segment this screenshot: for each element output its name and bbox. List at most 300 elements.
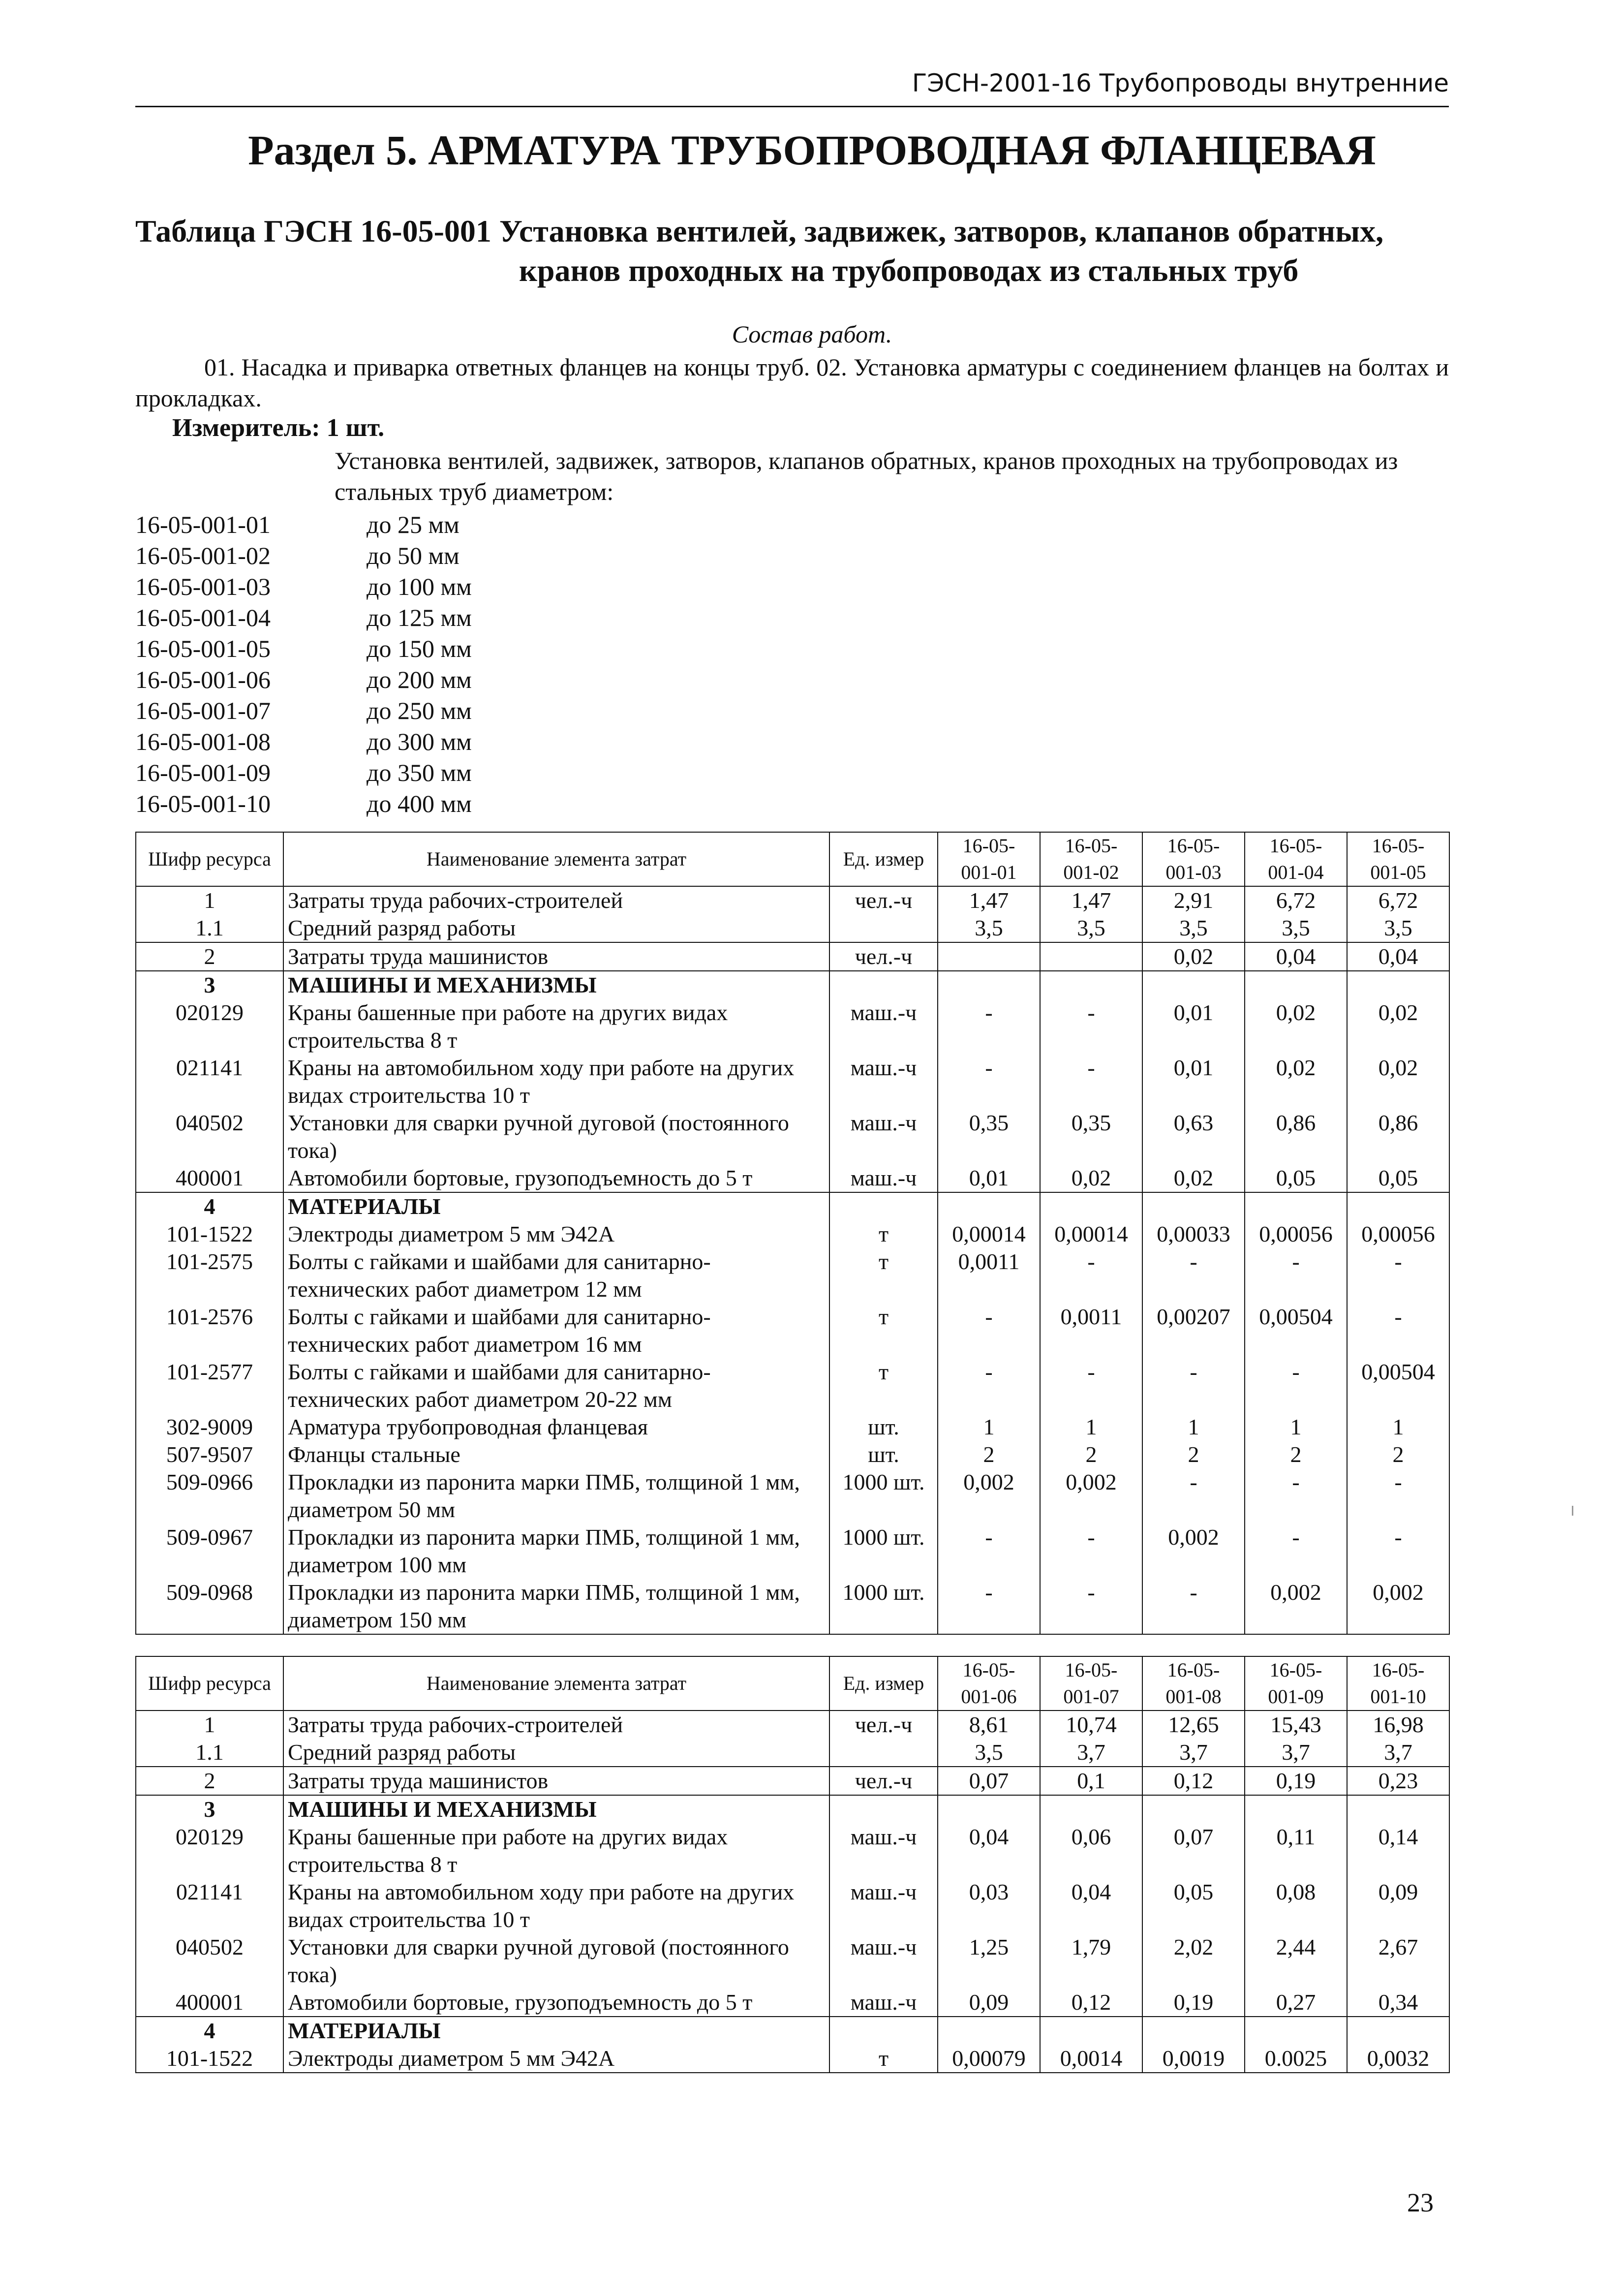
unit: т xyxy=(829,2045,938,2073)
norm-value: 0,0011 xyxy=(1040,1303,1142,1358)
norm-value: 6,72 xyxy=(1245,886,1347,914)
table-row xyxy=(136,1413,1449,1441)
norm-value: 0,01 xyxy=(938,1164,1040,1192)
cost-element-name: МАШИНЫ И МЕХАНИЗМЫ xyxy=(283,1795,829,1823)
norm-value: 0,00014 xyxy=(1040,1220,1142,1248)
norm-value: 0,0019 xyxy=(1142,2045,1245,2073)
norm-value xyxy=(938,971,1040,999)
norm-value: - xyxy=(1245,1468,1347,1524)
work-composition-text: 01. Насадка и приварка ответных фланцев на концы труб. 02. Установка арматуры с соединением фланцев на болтах и прокладках. xyxy=(135,353,1449,412)
norm-value: - xyxy=(1245,1524,1347,1579)
norm-code: 16-05-001-01 xyxy=(135,511,271,538)
norm-value: 0,35 xyxy=(938,1109,1040,1164)
header-norm-code-part-1: 16-05- xyxy=(1372,1659,1425,1681)
cost-element-name: Прокладки из паронита марки ПМБ, толщиной 1 мм, диаметром 100 мм xyxy=(283,1524,829,1579)
unit: маш.-ч xyxy=(829,1823,938,1878)
norm-value: 0,00207 xyxy=(1142,1303,1245,1358)
table-row xyxy=(136,1164,1449,1192)
norm-value: - xyxy=(1040,1524,1142,1579)
header-resource-code: Шифр ресурса xyxy=(136,832,283,886)
table-row xyxy=(136,886,1449,914)
table-row xyxy=(136,1248,1449,1303)
header-norm-code-part-1: 16-05- xyxy=(962,835,1015,857)
unit: шт. xyxy=(829,1413,938,1441)
header-norm-column xyxy=(1040,832,1142,886)
norm-value: 0,00033 xyxy=(1142,1220,1245,1248)
norm-value: - xyxy=(1040,999,1142,1054)
header-norm-code-part-2: 001-06 xyxy=(961,1685,1017,1708)
cost-element-name: МАШИНЫ И МЕХАНИЗМЫ xyxy=(283,971,829,999)
norm-value: 0,09 xyxy=(938,1989,1040,2017)
cost-element-name: Затраты труда машинистов xyxy=(283,1767,829,1795)
resource-code: 1 xyxy=(136,886,283,914)
norm-value: 3,5 xyxy=(1245,914,1347,942)
unit: 1000 шт. xyxy=(829,1524,938,1579)
norm-value: 15,43 xyxy=(1245,1711,1347,1739)
table-row xyxy=(136,1303,1449,1358)
table-header-row xyxy=(136,1656,1449,1711)
table-heading-line-2: кранов проходных на трубопроводах из стальных труб xyxy=(519,253,1299,288)
norm-diameter: до 350 мм xyxy=(367,759,472,786)
norm-value: 0,14 xyxy=(1347,1823,1449,1878)
resource-code: 509-0967 xyxy=(136,1524,283,1579)
norm-value: 0,34 xyxy=(1347,1989,1449,2017)
norm-value: 0,0014 xyxy=(1040,2045,1142,2073)
margin-mark xyxy=(1572,1506,1573,1516)
header-norm-code-part-1: 16-05- xyxy=(1269,835,1322,857)
norm-code-list xyxy=(135,509,472,819)
norm-diameter: до 300 мм xyxy=(367,728,472,755)
unit: т xyxy=(829,1358,938,1413)
cost-element-name: Средний разряд работы xyxy=(283,914,829,942)
norm-value: 0,01 xyxy=(1142,999,1245,1054)
norm-code: 16-05-001-04 xyxy=(135,604,271,631)
resource-code: 101-2576 xyxy=(136,1303,283,1358)
norm-value: 2,67 xyxy=(1347,1933,1449,1989)
norm-value: 0,04 xyxy=(1245,942,1347,971)
unit: маш.-ч xyxy=(829,1109,938,1164)
norm-value xyxy=(1142,2017,1245,2045)
norm-diameter: до 25 мм xyxy=(367,511,460,538)
norm-value: - xyxy=(1142,1358,1245,1413)
cost-element-name: Автомобили бортовые, грузоподъемность до 5 т xyxy=(283,1164,829,1192)
norm-value xyxy=(1347,1795,1449,1823)
norm-value: 0,002 xyxy=(1245,1579,1347,1634)
meter-label: Измеритель: xyxy=(172,414,320,442)
table-row xyxy=(136,1933,1449,1989)
resource-code: 3 xyxy=(136,1795,283,1823)
cost-element-name: Установки для сварки ручной дуговой (постоянного тока) xyxy=(283,1933,829,1989)
norm-value: 2,91 xyxy=(1142,886,1245,914)
norm-value: 0,03 xyxy=(938,1878,1040,1933)
norm-value: 0,0011 xyxy=(938,1248,1040,1303)
header-norm-column xyxy=(1245,832,1347,886)
header-norm-column xyxy=(1245,1656,1347,1711)
header-cost-element: Наименование элемента затрат xyxy=(283,1656,829,1711)
norm-code-row xyxy=(135,695,472,726)
header-norm-code-part-1: 16-05- xyxy=(1065,1659,1118,1681)
cost-element-name: Электроды диаметром 5 мм Э42А xyxy=(283,2045,829,2073)
table-row xyxy=(136,1767,1449,1795)
unit: шт. xyxy=(829,1441,938,1468)
norm-diameter: до 125 мм xyxy=(367,604,472,631)
unit xyxy=(829,2017,938,2045)
norm-value: 0,35 xyxy=(1040,1109,1142,1164)
header-norm-code-part-2: 001-04 xyxy=(1268,861,1324,883)
header-norm-code-part-2: 001-05 xyxy=(1370,861,1426,883)
norm-value xyxy=(1245,971,1347,999)
norm-value: 0,12 xyxy=(1142,1767,1245,1795)
norm-value: 3,7 xyxy=(1347,1739,1449,1767)
resource-code: 1 xyxy=(136,1711,283,1739)
norm-code-row xyxy=(135,571,472,602)
unit: чел.-ч xyxy=(829,1767,938,1795)
resource-code: 1.1 xyxy=(136,1739,283,1767)
header-norm-column xyxy=(1040,1656,1142,1711)
norm-value: 0,05 xyxy=(1347,1164,1449,1192)
header-unit: Ед. измер xyxy=(829,832,938,886)
norm-value: - xyxy=(1347,1468,1449,1524)
cost-element-name: Фланцы стальные xyxy=(283,1441,829,1468)
norm-code: 16-05-001-02 xyxy=(135,542,271,569)
norm-value: - xyxy=(938,1524,1040,1579)
unit: т xyxy=(829,1248,938,1303)
unit: маш.-ч xyxy=(829,999,938,1054)
page-number: 23 xyxy=(1407,2188,1434,2217)
norm-value: 1,79 xyxy=(1040,1933,1142,1989)
norm-value: 1 xyxy=(1040,1413,1142,1441)
norm-value: 0,00056 xyxy=(1347,1220,1449,1248)
norm-value: 0,05 xyxy=(1142,1878,1245,1933)
cost-element-name: Средний разряд работы xyxy=(283,1739,829,1767)
norm-code: 16-05-001-03 xyxy=(135,573,271,600)
norm-value: 2 xyxy=(1245,1441,1347,1468)
norm-value: 0,002 xyxy=(1040,1468,1142,1524)
norm-value: - xyxy=(1040,1579,1142,1634)
norm-code: 16-05-001-07 xyxy=(135,697,271,724)
header-norm-code-part-1: 16-05- xyxy=(1372,835,1425,857)
norm-value: 2 xyxy=(1347,1441,1449,1468)
resource-code: 020129 xyxy=(136,1823,283,1878)
table-row xyxy=(136,2045,1449,2073)
resource-table-2 xyxy=(135,1656,1450,2073)
norm-value: 2 xyxy=(938,1441,1040,1468)
unit: т xyxy=(829,1220,938,1248)
norm-value: 0,02 xyxy=(1142,1164,1245,1192)
norm-code-row xyxy=(135,788,472,819)
table-header-row xyxy=(136,832,1449,886)
norm-code-row xyxy=(135,540,472,571)
norm-value xyxy=(938,2017,1040,2045)
resource-code: 040502 xyxy=(136,1109,283,1164)
norm-value: - xyxy=(938,1054,1040,1109)
norm-value xyxy=(938,1795,1040,1823)
table-row xyxy=(136,2017,1449,2045)
header-norm-code-part-2: 001-09 xyxy=(1268,1685,1324,1708)
table-row xyxy=(136,1220,1449,1248)
norm-value: 0,1 xyxy=(1040,1767,1142,1795)
norm-code: 16-05-001-05 xyxy=(135,635,271,662)
header-norm-code-part-2: 001-10 xyxy=(1370,1685,1426,1708)
norm-code: 16-05-001-06 xyxy=(135,666,271,693)
norm-value: - xyxy=(1142,1468,1245,1524)
unit xyxy=(829,1739,938,1767)
table-row xyxy=(136,1054,1449,1109)
norm-value: 0,002 xyxy=(1347,1579,1449,1634)
norm-value: 3,7 xyxy=(1040,1739,1142,1767)
running-header: ГЭСН-2001-16 Трубопроводы внутренние xyxy=(912,69,1449,97)
resource-code: 101-1522 xyxy=(136,1220,283,1248)
norm-value: 12,65 xyxy=(1142,1711,1245,1739)
resource-code: 040502 xyxy=(136,1933,283,1989)
resource-code: 021141 xyxy=(136,1054,283,1109)
norm-value: 0,00079 xyxy=(938,2045,1040,2073)
norm-value: 0,63 xyxy=(1142,1109,1245,1164)
table-row xyxy=(136,1795,1449,1823)
header-norm-code-part-1: 16-05- xyxy=(1065,835,1118,857)
norm-value: - xyxy=(1040,1248,1142,1303)
norm-value xyxy=(1142,1192,1245,1220)
norm-value: 1 xyxy=(1347,1413,1449,1441)
cost-element-name: МАТЕРИАЛЫ xyxy=(283,2017,829,2045)
cost-element-name: Затраты труда рабочих-строителей xyxy=(283,886,829,914)
table-row xyxy=(136,942,1449,971)
norm-value: - xyxy=(938,1358,1040,1413)
norm-value: 0,08 xyxy=(1245,1878,1347,1933)
norm-value: 0,02 xyxy=(1245,999,1347,1054)
norm-value: 0,0032 xyxy=(1347,2045,1449,2073)
norm-value: 3,5 xyxy=(1347,914,1449,942)
norm-value: 0,27 xyxy=(1245,1989,1347,2017)
norm-value: 1,47 xyxy=(938,886,1040,914)
norm-value: 3,5 xyxy=(938,914,1040,942)
norm-value: 3,7 xyxy=(1245,1739,1347,1767)
norm-value xyxy=(1142,971,1245,999)
resource-code: 400001 xyxy=(136,1164,283,1192)
norm-value xyxy=(1040,1795,1142,1823)
cost-element-name: Краны башенные при работе на других видах строительства 8 т xyxy=(283,999,829,1054)
norm-intro: Установка вентилей, задвижек, затворов, клапанов обратных, кранов проходных на трубопроводах из стальных труб диаметром: xyxy=(335,447,1398,505)
norm-value: 0,00504 xyxy=(1347,1358,1449,1413)
norm-code-row xyxy=(135,726,472,757)
norm-code: 16-05-001-08 xyxy=(135,728,271,755)
norm-diameter: до 150 мм xyxy=(367,635,472,662)
norm-value: 0,19 xyxy=(1245,1767,1347,1795)
norm-value: 8,61 xyxy=(938,1711,1040,1739)
cost-element-name: Болты с гайками и шайбами для санитарно-технических работ диаметром 16 мм xyxy=(283,1303,829,1358)
header-norm-code-part-2: 001-01 xyxy=(961,861,1017,883)
header-rule xyxy=(135,106,1449,107)
resource-code: 021141 xyxy=(136,1878,283,1933)
meter-value: 1 шт. xyxy=(326,414,385,442)
header-norm-column xyxy=(1347,1656,1449,1711)
norm-value: - xyxy=(938,1303,1040,1358)
unit xyxy=(829,1795,938,1823)
norm-value: 0,02 xyxy=(1245,1054,1347,1109)
norm-value: 0,07 xyxy=(1142,1823,1245,1878)
section-title: Раздел 5. АРМАТУРА ТРУБОПРОВОДНАЯ ФЛАНЦЕВАЯ xyxy=(248,126,1376,174)
norm-value: - xyxy=(938,999,1040,1054)
unit: 1000 шт. xyxy=(829,1468,938,1524)
cost-element-name: Затраты труда рабочих-строителей xyxy=(283,1711,829,1739)
norm-code-row xyxy=(135,602,472,633)
norm-value: 3,5 xyxy=(1142,914,1245,942)
resource-code: 020129 xyxy=(136,999,283,1054)
resource-code: 302-9009 xyxy=(136,1413,283,1441)
norm-value: 0,19 xyxy=(1142,1989,1245,2017)
header-norm-code-part-2: 001-07 xyxy=(1063,1685,1119,1708)
table-row xyxy=(136,1441,1449,1468)
norm-value xyxy=(938,942,1040,971)
unit xyxy=(829,1192,938,1220)
norm-diameter: до 250 мм xyxy=(367,697,472,724)
work-composition-label: Состав работ. xyxy=(732,320,892,348)
norm-code-row xyxy=(135,664,472,695)
norm-value: 0,002 xyxy=(1142,1524,1245,1579)
unit: маш.-ч xyxy=(829,1933,938,1989)
norm-code-row xyxy=(135,509,472,540)
norm-value xyxy=(1347,971,1449,999)
table-row xyxy=(136,914,1449,942)
unit: т xyxy=(829,1303,938,1358)
norm-value: 0,04 xyxy=(1040,1878,1142,1933)
norm-value: - xyxy=(1245,1248,1347,1303)
table-row xyxy=(136,1989,1449,2017)
norm-value: 0,86 xyxy=(1347,1109,1449,1164)
table-row xyxy=(136,1524,1449,1579)
norm-value: - xyxy=(1347,1524,1449,1579)
norm-value xyxy=(1142,1795,1245,1823)
norm-value: 0,86 xyxy=(1245,1109,1347,1164)
norm-diameter: до 50 мм xyxy=(367,542,460,569)
table-row xyxy=(136,1109,1449,1164)
header-unit: Ед. измер xyxy=(829,1656,938,1711)
table-row xyxy=(136,1192,1449,1220)
table-row xyxy=(136,1358,1449,1413)
norm-value: 10,74 xyxy=(1040,1711,1142,1739)
norm-value: 2 xyxy=(1142,1441,1245,1468)
header-norm-code-part-1: 16-05- xyxy=(962,1659,1015,1681)
norm-value: 1 xyxy=(1245,1413,1347,1441)
unit: 1000 шт. xyxy=(829,1579,938,1634)
norm-value: 0,04 xyxy=(938,1823,1040,1878)
table-row xyxy=(136,1579,1449,1634)
table-row xyxy=(136,1468,1449,1524)
cost-element-name: Болты с гайками и шайбами для санитарно-технических работ диаметром 12 мм xyxy=(283,1248,829,1303)
norm-value: 0,00056 xyxy=(1245,1220,1347,1248)
norm-value: 16,98 xyxy=(1347,1711,1449,1739)
norm-value: 0,23 xyxy=(1347,1767,1449,1795)
norm-diameter: до 400 мм xyxy=(367,790,472,817)
resource-code: 400001 xyxy=(136,1989,283,2017)
header-norm-code-part-1: 16-05- xyxy=(1269,1659,1322,1681)
norm-value: - xyxy=(938,1579,1040,1634)
norm-value xyxy=(1347,1192,1449,1220)
norm-value: 1,47 xyxy=(1040,886,1142,914)
norm-value: 2 xyxy=(1040,1441,1142,1468)
table-row xyxy=(136,971,1449,999)
unit: маш.-ч xyxy=(829,1878,938,1933)
unit: маш.-ч xyxy=(829,1164,938,1192)
cost-element-name: Установки для сварки ручной дуговой (постоянного тока) xyxy=(283,1109,829,1164)
cost-element-name: Автомобили бортовые, грузоподъемность до 5 т xyxy=(283,1989,829,2017)
resource-code: 3 xyxy=(136,971,283,999)
norm-value xyxy=(1040,971,1142,999)
cost-element-name: Прокладки из паронита марки ПМБ, толщиной 1 мм, диаметром 150 мм xyxy=(283,1579,829,1634)
table-heading xyxy=(135,212,1449,290)
norm-value: 0,02 xyxy=(1347,999,1449,1054)
norm-code: 16-05-001-10 xyxy=(135,790,271,817)
norm-value: 2,44 xyxy=(1245,1933,1347,1989)
norm-code: 16-05-001-09 xyxy=(135,759,271,786)
norm-value xyxy=(1040,1192,1142,1220)
norm-value: 0,06 xyxy=(1040,1823,1142,1878)
unit: чел.-ч xyxy=(829,942,938,971)
table-row xyxy=(136,999,1449,1054)
cost-element-name: Электроды диаметром 5 мм Э42А xyxy=(283,1220,829,1248)
cost-element-name: Прокладки из паронита марки ПМБ, толщиной 1 мм, диаметром 50 мм xyxy=(283,1468,829,1524)
norm-value: - xyxy=(1347,1248,1449,1303)
norm-value: 2,02 xyxy=(1142,1933,1245,1989)
unit: маш.-ч xyxy=(829,1054,938,1109)
header-norm-column xyxy=(1142,1656,1245,1711)
norm-value: - xyxy=(1245,1358,1347,1413)
header-resource-code: Шифр ресурса xyxy=(136,1656,283,1711)
header-norm-code-part-1: 16-05- xyxy=(1167,1659,1220,1681)
resource-code: 509-0966 xyxy=(136,1468,283,1524)
norm-value: 0,05 xyxy=(1245,1164,1347,1192)
header-cost-element: Наименование элемента затрат xyxy=(283,832,829,886)
header-norm-code-part-2: 001-02 xyxy=(1063,861,1119,883)
resource-code: 101-1522 xyxy=(136,2045,283,2073)
header-norm-column xyxy=(1142,832,1245,886)
cost-element-name: Краны башенные при работе на других видах строительства 8 т xyxy=(283,1823,829,1878)
norm-diameter: до 200 мм xyxy=(367,666,472,693)
norm-value xyxy=(1245,1192,1347,1220)
norm-value xyxy=(1245,2017,1347,2045)
table-row xyxy=(136,1823,1449,1878)
norm-value: 3,5 xyxy=(938,1739,1040,1767)
norm-value xyxy=(1347,2017,1449,2045)
resource-code: 509-0968 xyxy=(136,1579,283,1634)
norm-value: 3,5 xyxy=(1040,914,1142,942)
norm-value xyxy=(1040,942,1142,971)
resource-code: 2 xyxy=(136,942,283,971)
cost-element-name: Арматура трубопроводная фланцевая xyxy=(283,1413,829,1441)
table-row xyxy=(136,1878,1449,1933)
header-norm-code-part-1: 16-05- xyxy=(1167,835,1220,857)
resource-code: 101-2575 xyxy=(136,1248,283,1303)
header-norm-column xyxy=(1347,832,1449,886)
norm-diameter: до 100 мм xyxy=(367,573,472,600)
norm-value: 3,7 xyxy=(1142,1739,1245,1767)
norm-value: - xyxy=(1040,1054,1142,1109)
resource-code: 4 xyxy=(136,1192,283,1220)
cost-element-name: Затраты труда машинистов xyxy=(283,942,829,971)
table-heading-line-1: Таблица ГЭСН 16-05-001 Установка вентилей, задвижек, затворов, клапанов обратных, xyxy=(135,214,1384,249)
cost-element-name: Краны на автомобильном ходу при работе на других видах строительства 10 т xyxy=(283,1054,829,1109)
cost-element-name: Краны на автомобильном ходу при работе на других видах строительства 10 т xyxy=(283,1878,829,1933)
meter xyxy=(172,413,384,442)
norm-value: 6,72 xyxy=(1347,886,1449,914)
norm-value: 1 xyxy=(1142,1413,1245,1441)
norm-value: - xyxy=(1347,1303,1449,1358)
norm-value: 1 xyxy=(938,1413,1040,1441)
header-norm-column xyxy=(938,1656,1040,1711)
norm-value: - xyxy=(1142,1248,1245,1303)
norm-value: 1,25 xyxy=(938,1933,1040,1989)
norm-value: 0.0025 xyxy=(1245,2045,1347,2073)
